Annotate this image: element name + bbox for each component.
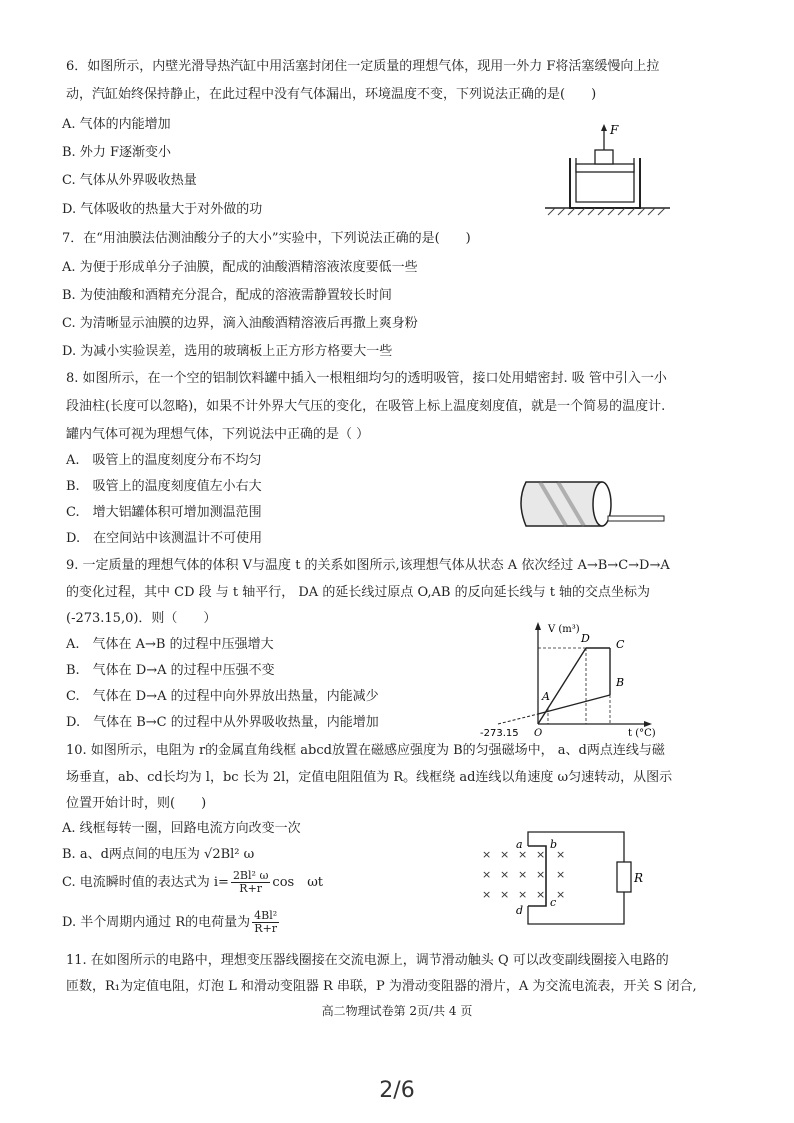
field-mark: × <box>536 868 546 881</box>
q6-option-c: C. 气体从外界吸收热量 <box>62 173 197 188</box>
q10-d-denominator: R+r <box>254 922 278 935</box>
field-mark: × <box>482 868 492 881</box>
q10-option-c-text: C. 电流瞬时值的表达式为 i= <box>62 875 229 890</box>
q6-stem-2: 动，汽缸始终保持静止，在此过程中没有气体漏出，环境温度不变，下列说法正确的是( ) <box>66 87 597 102</box>
q10-option-b-text: B. a、d两点间的电压为 <box>62 847 205 862</box>
q7-option-b: B. 为使油酸和酒精充分混合，配成的溶液需静置较长时间 <box>62 288 392 303</box>
q7-option-d: D. 为减小实验误差，选用的玻璃板上正方形方格要大一些 <box>62 344 393 359</box>
field-mark: × <box>500 848 510 861</box>
q11-stem-2: 匝数，R₁为定值电阻，灯泡 L 和滑动变阻器 R 串联，P 为滑动变阻器的滑片，A 为交流电流表，开关 S 闭合, <box>66 979 697 994</box>
field-mark: × <box>518 868 528 881</box>
page-footer: 高二物理试卷第 2页/共 4 页 <box>321 1004 473 1018</box>
point-a-label: A <box>542 690 550 703</box>
q9-option-d: D. 气体在 B→C 的过程中从外界吸收热量，内能增加 <box>66 715 379 730</box>
q6-option-b: B. 外力 F逐渐变小 <box>62 145 171 160</box>
point-c-label: C <box>616 638 625 651</box>
q6-option-a: A. 气体的内能增加 <box>62 117 171 132</box>
cylinder-piston-figure <box>540 118 680 218</box>
q9-stem-1: 9. 一定质量的理想气体的体积 V与温度 t 的关系如图所示,该理想气体从状态 A 依次经过 A→B→C→D→A <box>66 558 670 573</box>
neg-intercept-label: -273.15 <box>480 728 519 739</box>
q8-option-c: C. 增大铝罐体积可增加测温范围 <box>66 505 262 520</box>
corner-d-label: d <box>516 904 524 917</box>
q9-option-a: A. 气体在 A→B 的过程中压强增大 <box>66 637 274 652</box>
magnetic-field-marks <box>482 848 565 901</box>
origin-label: O <box>534 728 543 739</box>
t-axis-label: t (°C) <box>628 728 656 739</box>
q8-option-b: B. 吸管上的温度刻度值左小右大 <box>66 479 262 494</box>
q7-option-a: A. 为便于形成单分子油膜，配成的油酸酒精溶液浓度要低一些 <box>62 260 418 275</box>
q9-option-c: C. 气体在 D→A 的过程中向外界放出热量，内能减少 <box>66 689 379 704</box>
corner-b-label: b <box>550 838 558 851</box>
q10-option-c-post: cos ωt <box>272 875 324 890</box>
corner-c-label: c <box>550 896 557 909</box>
q8-stem-1: 8. 如图所示，在一个空的铝制饮料罐中插入一根粗细均匀的透明吸管，接口处用蜡密封. 吸 管中引入一小 <box>66 371 667 386</box>
q7-option-c: C. 为清晰显示油膜的边界，滴入油酸酒精溶液后再撒上爽身粉 <box>62 316 418 331</box>
q10-stem-3: 位置开始计时，则( ) <box>66 796 207 811</box>
q10-option-b-formula: √2Bl² ω <box>204 847 255 862</box>
volume-temperature-graph <box>478 618 663 740</box>
can-thermometer-figure <box>510 468 670 538</box>
page-number: 2/6 <box>379 1078 415 1103</box>
field-mark: × <box>556 848 566 861</box>
q11-stem-1: 11. 在如图所示的电路中，理想变压器线圈接在交流电源上，调节滑动触头 Q 可以改变副线圈接入电路的 <box>66 953 669 968</box>
v-axis-label: V (m³) <box>548 624 580 635</box>
q10-c-fraction <box>231 870 270 895</box>
point-d-label: D <box>581 632 590 645</box>
q6-option-d: D. 气体吸收的热量大于对外做的功 <box>62 202 263 217</box>
field-mark: × <box>556 868 566 881</box>
q8-stem-2: 段油柱(长度可以忽略)，如果不计外界大气压的变化，在吸管上标上温度刻度值，就是一个简易的温度计. <box>66 399 666 414</box>
q10-option-a: A. 线框每转一圈，回路电流方向改变一次 <box>62 821 301 836</box>
rotating-frame-circuit <box>476 822 656 932</box>
q10-c-denominator: R+r <box>239 882 263 895</box>
q7-stem: 7．在“用油膜法估测油酸分子的大小”实验中，下列说法正确的是( ) <box>62 231 471 246</box>
field-mark: × <box>536 888 546 901</box>
q10-stem-1: 10. 如图所示，电阻为 r的金属直角线框 abcd放置在磁感应强度为 B的匀强磁场中， a、d两点连线与磁 <box>66 743 665 758</box>
point-b-label: B <box>616 676 625 689</box>
field-mark: × <box>482 888 492 901</box>
field-mark: × <box>556 888 566 901</box>
q10-d-numerator: 4Bl² <box>254 909 278 922</box>
corner-a-label: a <box>516 838 523 851</box>
q8-option-a: A. 吸管上的温度刻度分布不均匀 <box>66 453 262 468</box>
q6-stem-1: 6．如图所示，内壁光滑导热汽缸中用活塞封闭住一定质量的理想气体，现用一外力 F将活塞缓慢向上拉 <box>66 59 660 74</box>
q10-option-d-text: D. 半个周期内通过 R的电荷量为 <box>62 915 251 930</box>
q10-c-numerator: 2Bl² ω <box>232 869 269 882</box>
q9-stem-2: 的变化过程，其中 CD 段 与 t 轴平行， DA 的延长线过原点 O,AB 的反向延长线与 t 轴的交点坐标为 <box>66 585 651 600</box>
q10-option-c <box>62 868 323 898</box>
field-mark: × <box>482 848 492 861</box>
q10-d-fraction <box>252 910 279 935</box>
q10-stem-2: 场垂直，ab、cd长均为 l，bc 长为 2l，定值电阻阻值为 R。线框绕 ad连线以角速度 ω匀速转动，从图示 <box>66 770 673 785</box>
field-mark: × <box>500 868 510 881</box>
q9-stem-3: (-273.15,0)．则（ ） <box>66 611 217 626</box>
q8-stem-3: 罐内气体可视为理想气体，下列说法中正确的是（ ） <box>66 427 370 442</box>
resistor-label: R <box>634 871 644 885</box>
q8-option-d: D. 在空间站中该测温计不可使用 <box>66 531 263 546</box>
field-mark: × <box>518 848 528 861</box>
force-label: F <box>610 123 619 137</box>
field-mark: × <box>518 888 528 901</box>
field-mark: × <box>500 888 510 901</box>
q10-option-b <box>62 846 254 864</box>
field-mark: × <box>536 848 546 861</box>
q9-option-b: B. 气体在 D→A 的过程中压强不变 <box>66 663 275 678</box>
q10-option-d <box>62 908 281 938</box>
